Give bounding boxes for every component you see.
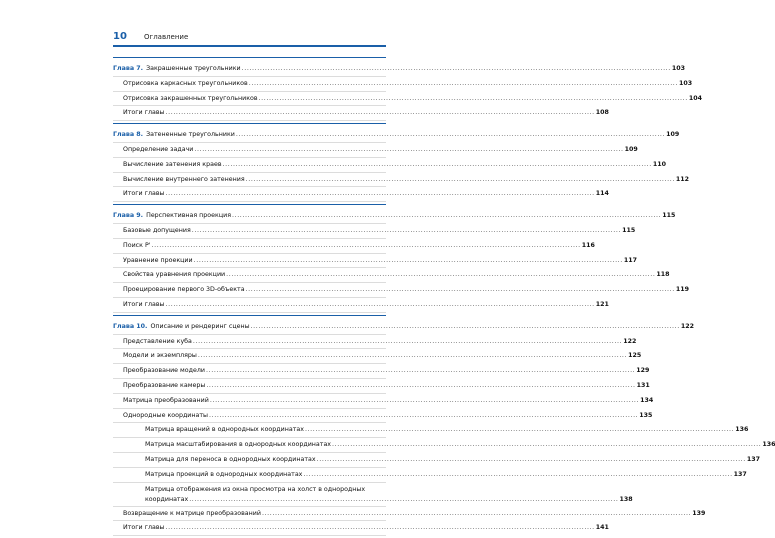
- toc-chapter-heading[interactable]: [113, 128, 680, 143]
- toc-entry-text: Отрисовка каркасных треугольников: [123, 79, 248, 87]
- leader-dots: [303, 468, 732, 482]
- page-ref: 136: [735, 426, 749, 434]
- leader-dots: [226, 268, 655, 282]
- toc-entry-text: Вычисление внутреннего затенения: [123, 175, 245, 183]
- toc-entry[interactable]: [113, 224, 636, 239]
- toc-entry-text: Модели и экземпляры: [123, 352, 197, 360]
- chapter-number: Глава 10.: [113, 322, 148, 330]
- toc-entry[interactable]: [113, 394, 654, 409]
- toc-entry-text: Базовые допущения: [123, 226, 191, 234]
- page-ref: 135: [639, 411, 653, 419]
- page-ref: 116: [581, 241, 595, 249]
- leader-dots: [189, 495, 618, 505]
- page-ref: 125: [628, 352, 642, 360]
- toc-chapter-heading[interactable]: [113, 320, 694, 335]
- page-ref: 137: [746, 455, 761, 463]
- page-header: [113, 31, 386, 47]
- leader-dots: [232, 209, 661, 223]
- running-head: Оглавление: [144, 33, 189, 41]
- page-ref: 109: [666, 131, 680, 139]
- toc-entry[interactable]: [113, 349, 642, 364]
- toc-entry[interactable]: [113, 298, 609, 313]
- toc-entry-text: Преобразование модели: [123, 367, 206, 375]
- page-ref: 108: [595, 109, 609, 117]
- page-ref: 119: [675, 286, 689, 294]
- leader-dots: [262, 507, 691, 521]
- leader-dots: [317, 453, 746, 467]
- toc-entry-text: Представление куба: [123, 337, 192, 345]
- page-ref: 104: [688, 94, 702, 102]
- page-ref: 141: [595, 524, 609, 532]
- leader-dots: [259, 92, 688, 106]
- chapter-number: Глава 9.: [113, 212, 144, 220]
- leader-dots: [242, 62, 671, 76]
- toc-entry[interactable]: [113, 483, 633, 507]
- toc-entry[interactable]: [113, 77, 693, 92]
- page-ref: 138: [619, 495, 633, 503]
- toc-entry[interactable]: [113, 254, 638, 269]
- page-ref: 131: [636, 381, 650, 389]
- page-ref: 137: [733, 470, 747, 478]
- leader-dots: [332, 438, 761, 452]
- toc-chapter: [113, 123, 690, 202]
- toc-entry-text: Итоги главы: [123, 109, 165, 117]
- page-ref: 122: [680, 322, 694, 330]
- toc-entry[interactable]: [113, 364, 650, 379]
- toc-entry[interactable]: [113, 239, 595, 254]
- leader-dots: [194, 143, 623, 157]
- chapter-title: Описание и рендеринг сцены: [150, 322, 250, 330]
- page-ref: 117: [623, 256, 638, 264]
- toc-entry[interactable]: [113, 143, 638, 158]
- page-ref: 136: [762, 441, 775, 449]
- leader-dots: [166, 521, 595, 535]
- toc-entry-text: Преобразование камеры: [123, 381, 206, 389]
- page-ref: 103: [671, 65, 686, 72]
- leader-dots: [209, 409, 638, 423]
- table-of-contents: [113, 57, 775, 538]
- toc-entry[interactable]: [113, 158, 666, 173]
- toc-entry[interactable]: [113, 335, 637, 350]
- toc-entry-text: Матрица преобразований: [123, 396, 209, 404]
- toc-entry-text: Матрица для переноса в однородных координатах: [145, 455, 316, 463]
- leader-dots: [206, 364, 635, 378]
- leader-dots: [166, 187, 595, 201]
- leader-dots: [305, 423, 734, 437]
- leader-dots: [192, 224, 621, 238]
- toc-entry[interactable]: [113, 173, 690, 188]
- toc-entry-text: Определение задачи: [123, 145, 194, 153]
- toc-entry[interactable]: [113, 268, 670, 283]
- leader-dots: [251, 320, 680, 334]
- chapter-title: Затененные треугольники: [146, 131, 235, 139]
- page-ref: 109: [624, 145, 638, 153]
- page-ref: 114: [595, 190, 609, 198]
- toc-chapter: [113, 315, 775, 536]
- toc-entry[interactable]: [113, 423, 749, 438]
- toc-entry-text: Матрица вращений в однородных координатах: [145, 426, 304, 434]
- leader-dots: [246, 283, 675, 297]
- toc-entry-text: Матрица проекций в однородных координатах: [145, 470, 303, 478]
- toc-entry-text: Проецирование первого 3D-объекта: [123, 286, 245, 294]
- toc-chapter: [113, 204, 689, 313]
- page-ref: 139: [692, 509, 706, 517]
- page-ref: 103: [679, 79, 693, 87]
- toc-entry[interactable]: [113, 453, 761, 468]
- chapter-title: Закрашенные треугольники: [146, 65, 241, 72]
- toc-entry-text: Однородные координаты: [123, 411, 209, 419]
- chapter-number: Глава 8.: [113, 131, 144, 139]
- leader-dots: [246, 173, 675, 187]
- chapter-number: Глава 7.: [113, 65, 144, 72]
- toc-chapter-label: [113, 62, 241, 76]
- toc-entry-text: Матрица отображения из окна просмотра на холст в однородных: [145, 485, 366, 493]
- leader-dots: [166, 298, 595, 312]
- page-ref: 110: [652, 160, 666, 168]
- toc-entry[interactable]: [113, 187, 609, 202]
- page-ref: 122: [623, 337, 637, 345]
- toc-entry-text: Свойства уравнения проекции: [123, 271, 226, 279]
- page-ref: 112: [675, 175, 690, 183]
- toc-chapter-label: [113, 209, 231, 223]
- leader-dots: [194, 254, 623, 268]
- toc-entry[interactable]: [113, 409, 653, 424]
- toc-entry-text: Матрица масштабирования в однородных координатах: [145, 441, 332, 449]
- page-number: 10: [113, 31, 127, 42]
- toc-entry-text: координатах: [145, 495, 189, 503]
- leader-dots: [166, 106, 595, 120]
- leader-dots: [249, 77, 678, 91]
- toc-entry-text: Уравнение проекции: [123, 256, 193, 264]
- leader-dots: [223, 158, 652, 172]
- toc-entry[interactable]: [113, 521, 609, 536]
- page-ref: 134: [640, 396, 654, 404]
- toc-entry[interactable]: [113, 438, 775, 453]
- toc-entry-text: Возвращение к матрице преобразований: [123, 509, 261, 517]
- leader-dots: [206, 379, 635, 393]
- toc-entry[interactable]: [113, 106, 609, 121]
- toc-entry[interactable]: [113, 507, 706, 522]
- leader-dots: [193, 335, 622, 349]
- leader-dots: [151, 239, 580, 253]
- toc-entry[interactable]: [113, 92, 702, 107]
- toc-entry-text: Вычисление затенения краев: [123, 160, 222, 168]
- page-ref: 115: [662, 212, 676, 220]
- chapter-title: Перспективная проекция: [146, 212, 231, 220]
- page-ref: 115: [622, 226, 636, 234]
- toc-chapter-heading[interactable]: [113, 209, 676, 224]
- leader-dots: [210, 394, 639, 408]
- toc-chapter-label: [113, 320, 250, 334]
- toc-chapter-label: [113, 128, 235, 142]
- leader-dots: [236, 128, 665, 142]
- toc-entry-text: Итоги главы: [123, 190, 165, 198]
- page-ref: 118: [656, 271, 670, 279]
- toc-entry-text: Итоги главы: [123, 524, 165, 532]
- page-ref: 129: [636, 367, 650, 375]
- toc-chapter-heading[interactable]: [113, 62, 686, 77]
- toc-chapter: [113, 57, 702, 121]
- toc-entry[interactable]: [113, 283, 689, 298]
- toc-entry-text: Отрисовка закрашенных треугольников: [123, 94, 258, 102]
- toc-entry[interactable]: [113, 379, 650, 394]
- leader-dots: [198, 349, 627, 363]
- toc-entry-text: Поиск P': [123, 241, 151, 249]
- toc-entry[interactable]: [113, 468, 747, 483]
- toc-entry-text: Итоги главы: [123, 300, 165, 308]
- page-ref: 121: [595, 300, 609, 308]
